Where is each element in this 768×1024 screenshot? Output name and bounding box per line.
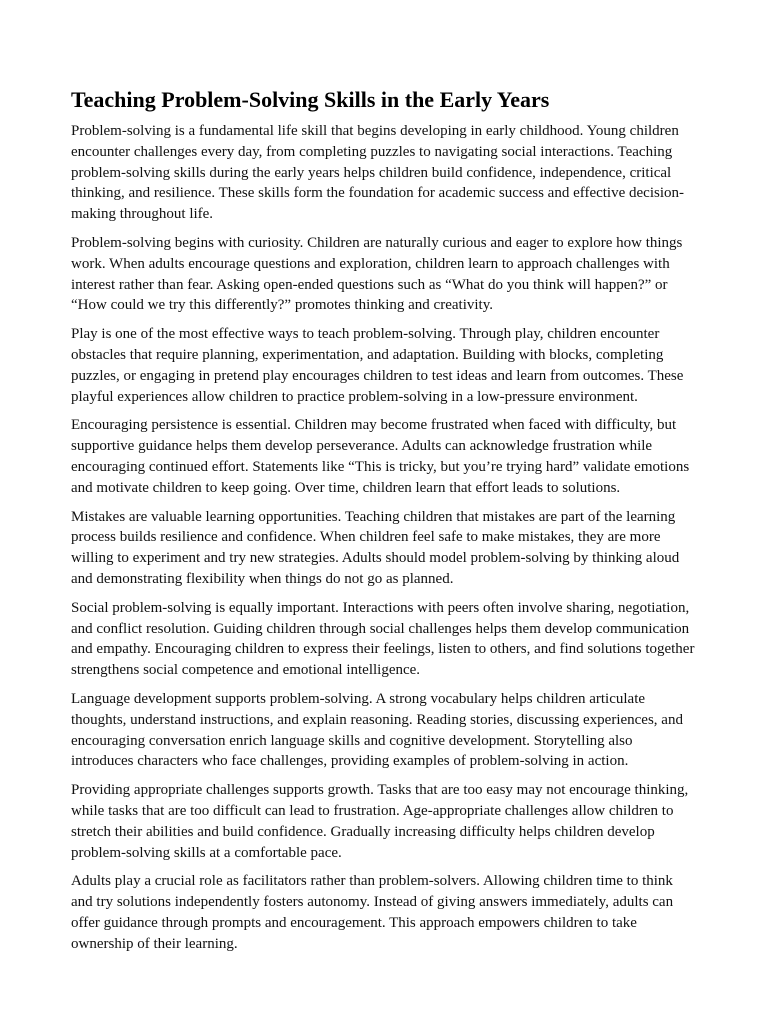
paragraph-social: Social problem-solving is equally important. Interactions with peers often involve sharing, negotiation, and conflict resolution. Guiding children through social challenges helps them develop communication and empathy. Encouraging children to express their feelings, listen to others, and find solutions together strengthens social competence and emotional intelligence. bbox=[71, 599, 695, 679]
paragraph-challenges: Providing appropriate challenges supports growth. Tasks that are too easy may not encourage thinking, while tasks that are too difficult can lead to frustration. Age-appropriate challenges allow children to stretch their abilities and build confidence. Gradually increasing difficulty helps children develop problem-solving skills at a comfortable pace. bbox=[71, 782, 689, 861]
paragraph-mistakes: Mistakes are valuable learning opportunities. Teaching children that mistakes are part of the learning process builds resilience and confidence. When children feel safe to make mistakes, they are more willing to experiment and try new strategies. Adults should model problem-solving by thinking aloud and demonstrating flexibility when things do not go as planned. bbox=[71, 508, 680, 587]
paragraph-persistence: Encouraging persistence is essential. Children may become frustrated when faced with difficulty, but supportive guidance helps them develop perseverance. Adults can acknowledge frustration while encouraging continued effort. Statements like “This is tricky, but you’re trying hard” validate emotions and motivate children to keep going. Over time, children learn that effort leads to solutions. bbox=[71, 417, 690, 496]
document-page bbox=[71, 86, 696, 962]
paragraph-intro: Problem-solving is a fundamental life skill that begins developing in early childhood. Young children encounter challenges every day, from completing puzzles to navigating social interactions. Teaching problem-solving skills during the early years helps children build confidence, independence, critical thinking, and resilience. These skills form the foundation for academic success and effective decision-making throughout life. bbox=[71, 123, 684, 223]
paragraph-language: Language development supports problem-solving. A strong vocabulary helps children articulate thoughts, understand instructions, and explain reasoning. Reading stories, discussing experiences, and encouraging conversation enrich language skills and cognitive development. Storytelling also introduces characters who face challenges, providing examples of problem-solving in action. bbox=[71, 690, 683, 770]
document-title: Teaching Problem-Solving Skills in the Early Years bbox=[71, 87, 550, 112]
paragraph-play: Play is one of the most effective ways to teach problem-solving. Through play, children encounter obstacles that require planning, experimentation, and adaptation. Building with blocks, completing puzzles, or engaging in pretend play encourages children to test ideas and learn from outcomes. These playful experiences allow children to practice problem-solving in a low-pressure environment. bbox=[71, 326, 684, 405]
paragraph-curiosity: Problem-solving begins with curiosity. Children are naturally curious and eager to explore how things work. When adults encourage questions and exploration, children learn to approach challenges with interest rather than fear. Asking open-ended questions such as “What do you think will happen?” or “How could we try this differently?” promotes thinking and creativity. bbox=[71, 234, 683, 314]
paragraph-facilitators: Adults play a crucial role as facilitators rather than problem-solvers. Allowing children time to think and try solutions independently fosters autonomy. Instead of giving answers immediately, adults can offer guidance through prompts and encouragement. This approach empowers children to take ownership of their learning. bbox=[71, 873, 674, 952]
